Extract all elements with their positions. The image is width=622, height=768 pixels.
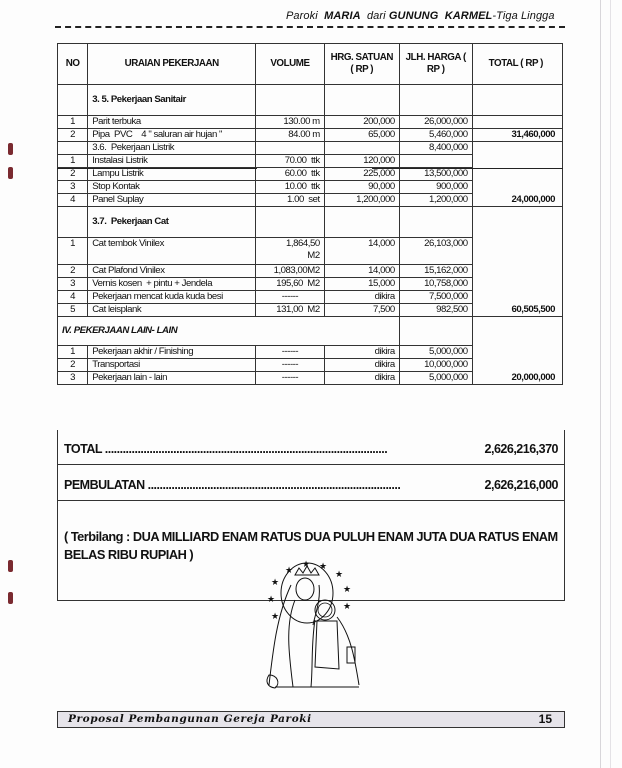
col-header-volume: VOLUME xyxy=(256,44,325,85)
page-number: 15 xyxy=(538,712,552,726)
table-row: 2 Pipa PVC 4 " saluran air hujan " 84.00 m 65,000 5,460,000 31,460,000 xyxy=(58,129,563,142)
section-row-lain-lain xyxy=(58,317,563,346)
col-header-no: NO xyxy=(58,44,88,85)
madonna-emblem-image xyxy=(255,555,375,690)
svg-text:★: ★ xyxy=(271,611,280,621)
col-header-jlh-harga: JLH. HARGA ( RP ) xyxy=(399,44,472,85)
header-prefix: Paroki xyxy=(286,10,318,22)
section-row-listrik: 3.6. Pekerjaan Listrik 8,400,000 xyxy=(58,142,563,155)
svg-text:★: ★ xyxy=(343,601,352,611)
divider-line-left xyxy=(57,168,257,169)
page-edge xyxy=(600,0,601,768)
page-footer xyxy=(57,711,565,728)
amount-in-words: ( Terbilang : DUA MILLIARD ENAM RATUS DUA PULUH ENAM JUTA DUA RATUS ENAM BELAS RIBU RUPIAH ) xyxy=(64,529,558,562)
svg-text:★: ★ xyxy=(319,561,328,571)
cost-table xyxy=(57,43,563,385)
table-row: 3 Pekerjaan lain - lain ------ dikira 5,000,000 20,000,000 xyxy=(58,372,563,385)
svg-text:★: ★ xyxy=(302,559,311,569)
stars-halo xyxy=(267,559,351,621)
section-title: 3. 5. Pekerjaan Sanitair xyxy=(88,85,256,116)
subtotal: 60,505,500 xyxy=(472,304,562,317)
section-row-sanitair xyxy=(58,85,563,116)
subtotal: 20,000,000 xyxy=(472,372,562,385)
header-name-maria: MARIA xyxy=(324,10,361,22)
binding-mark xyxy=(8,167,13,179)
page-edge-shadow xyxy=(610,0,611,768)
binding-mark xyxy=(8,592,13,604)
table-row: 1 Instalasi Listrik 70.00 ttk 120,000 xyxy=(58,155,563,168)
col-header-total: TOTAL ( RP ) xyxy=(472,44,562,85)
col-header-harga-satuan: HRG. SATUAN ( RP ) xyxy=(324,44,399,85)
running-header xyxy=(286,10,555,22)
rounding-label: PEMBULATAN ..................................................................................... xyxy=(64,478,401,492)
svg-text:★: ★ xyxy=(343,584,352,594)
grand-total-row xyxy=(58,442,564,465)
section-title: 3.7. Pekerjaan Cat xyxy=(88,207,256,238)
section-title: 3.6. Pekerjaan Listrik xyxy=(88,142,256,155)
section-title: IV. PEKERJAAN LAIN- LAIN xyxy=(58,317,325,346)
table-header-row xyxy=(58,44,563,85)
table-row: 3 Stop Kontak 10.00 ttk 90,000 900,000 xyxy=(58,181,563,194)
header-name-karmel: KARMEL xyxy=(444,10,493,22)
header-mid: dari xyxy=(366,10,386,22)
table-row: 1 Pekerjaan akhir / Finishing ------ dikira 5,000,000 xyxy=(58,346,563,359)
header-suffix: -Tiga Lingga xyxy=(492,10,555,22)
table-row: 2 Cat Plafond Vinilex 1,083,00M2 14,000 15,162,000 xyxy=(58,265,563,278)
grand-total-label: TOTAL ............................................................................................... xyxy=(64,442,388,456)
table-row: 4 Panel Suplay 1.00 set 1,200,000 1,200,000 24,000,000 xyxy=(58,194,563,207)
subtotal: 24,000,000 xyxy=(472,194,562,207)
binding-mark xyxy=(8,560,13,572)
binding-mark xyxy=(8,143,13,155)
header-dashed-line xyxy=(55,26,565,28)
header-name-gunung: GUNUNG xyxy=(388,10,439,22)
svg-text:★: ★ xyxy=(335,569,344,579)
subtotal: 31,460,000 xyxy=(472,129,562,142)
divider-line-right xyxy=(372,168,563,169)
footer-title: Proposal Pembangunan Gereja Paroki xyxy=(68,713,312,725)
table-row: 1 Cat tembok Vinilex 1,864,50 M2 14,000 26,103,000 xyxy=(58,238,563,265)
grand-total-value: 2,626,216,370 xyxy=(484,442,558,456)
rounding-value: 2,626,216,000 xyxy=(484,478,558,492)
table-row: 4 Pekerjaan mencat kuda kuda besi ------ dikira 7,500,000 xyxy=(58,291,563,304)
table-row: 5 Cat leisplank 131,00 M2 7,500 982,500 60,505,500 xyxy=(58,304,563,317)
table-row: 2 Lampu Listrik 60.00 ttk 225,000 13,500,000 xyxy=(58,168,563,181)
table-row: 2 Transportasi ------ dikira 10,000,000 xyxy=(58,359,563,372)
rounding-row xyxy=(58,478,564,501)
svg-text:★: ★ xyxy=(271,577,280,587)
table-row: 1 Parit terbuka 130.00 m 200,000 26,000,000 xyxy=(58,116,563,129)
col-header-uraian: URAIAN PEKERJAAN xyxy=(88,44,256,85)
svg-text:★: ★ xyxy=(285,565,294,575)
table-row: 3 Vernis kosen + pintu + Jendela 195,60 M2 15,000 10,758,000 xyxy=(58,278,563,291)
section-row-cat xyxy=(58,207,563,238)
svg-text:★: ★ xyxy=(267,594,276,604)
